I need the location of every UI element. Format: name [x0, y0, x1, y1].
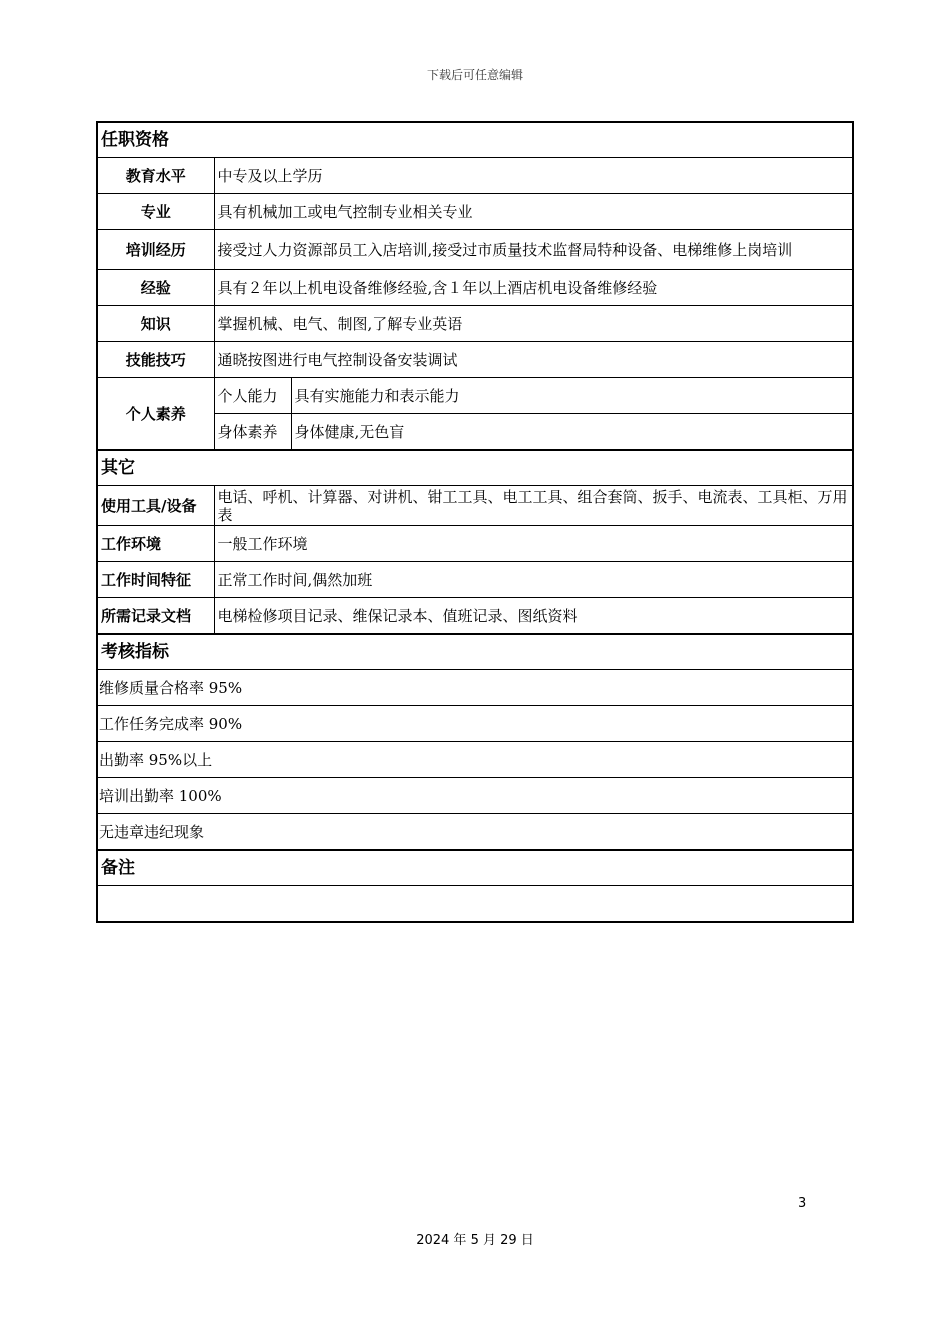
section-other	[97, 450, 853, 486]
row-hours	[97, 562, 853, 598]
kpi-row	[97, 778, 853, 814]
kpi-item: 培训出勤率 100%	[97, 778, 853, 814]
experience-label: 经验	[97, 270, 214, 306]
kpi-row	[97, 814, 853, 851]
section-title-other: 其它	[97, 450, 853, 486]
row-environment	[97, 526, 853, 562]
row-personal-ability	[97, 378, 853, 414]
section-title-kpi: 考核指标	[97, 634, 853, 670]
row-remarks	[97, 886, 853, 923]
kpi-item: 维修质量合格率 95%	[97, 670, 853, 706]
personal-label: 个人素养	[97, 378, 214, 451]
records-value: 电梯检修项目记录、维保记录本、值班记录、图纸资料	[214, 598, 853, 635]
remarks-value	[97, 886, 853, 923]
row-major	[97, 194, 853, 230]
row-training	[97, 230, 853, 270]
footer-date: 2024 年 5 月 29 日	[416, 1233, 534, 1248]
ability-value: 具有实施能力和表示能力	[291, 378, 853, 414]
kpi-row	[97, 706, 853, 742]
kpi-item: 工作任务完成率 90%	[97, 706, 853, 742]
section-qualifications	[97, 122, 853, 158]
environment-value: 一般工作环境	[214, 526, 853, 562]
tools-label: 使用工具/设备	[97, 486, 214, 526]
kpi-row	[97, 670, 853, 706]
row-knowledge	[97, 306, 853, 342]
row-education	[97, 158, 853, 194]
page-number: 3	[798, 1196, 807, 1211]
section-title-qualifications: 任职资格	[97, 122, 853, 158]
hours-label: 工作时间特征	[97, 562, 214, 598]
section-kpi	[97, 634, 853, 670]
physical-value: 身体健康,无色盲	[291, 414, 853, 451]
job-description-table	[96, 121, 854, 923]
header-note: 下载后可任意编辑	[426, 68, 523, 82]
skills-value: 通晓按图进行电气控制设备安装调试	[214, 342, 853, 378]
tools-value: 电话、呼机、计算器、对讲机、钳工工具、电工工具、组合套筒、扳手、电流表、工具柜、万用表	[214, 486, 853, 526]
ability-label: 个人能力	[214, 378, 291, 414]
education-label: 教育水平	[97, 158, 214, 194]
row-tools	[97, 486, 853, 526]
education-value: 中专及以上学历	[214, 158, 853, 194]
physical-label: 身体素养	[214, 414, 291, 451]
kpi-item: 出勤率 95%以上	[97, 742, 853, 778]
experience-value: 具有２年以上机电设备维修经验,含１年以上酒店机电设备维修经验	[214, 270, 853, 306]
major-value: 具有机械加工或电气控制专业相关专业	[214, 194, 853, 230]
row-records	[97, 598, 853, 635]
section-remarks	[97, 850, 853, 886]
kpi-item: 无违章违纪现象	[97, 814, 853, 851]
section-title-remarks: 备注	[97, 850, 853, 886]
major-label: 专业	[97, 194, 214, 230]
row-experience	[97, 270, 853, 306]
training-value: 接受过人力资源部员工入店培训,接受过市质量技术监督局特种设备、电梯维修上岗培训	[214, 230, 853, 270]
training-label: 培训经历	[97, 230, 214, 270]
hours-value: 正常工作时间,偶然加班	[214, 562, 853, 598]
knowledge-label: 知识	[97, 306, 214, 342]
environment-label: 工作环境	[97, 526, 214, 562]
row-skills	[97, 342, 853, 378]
skills-label: 技能技巧	[97, 342, 214, 378]
records-label: 所需记录文档	[97, 598, 214, 635]
knowledge-value: 掌握机械、电气、制图,了解专业英语	[214, 306, 853, 342]
kpi-row	[97, 742, 853, 778]
